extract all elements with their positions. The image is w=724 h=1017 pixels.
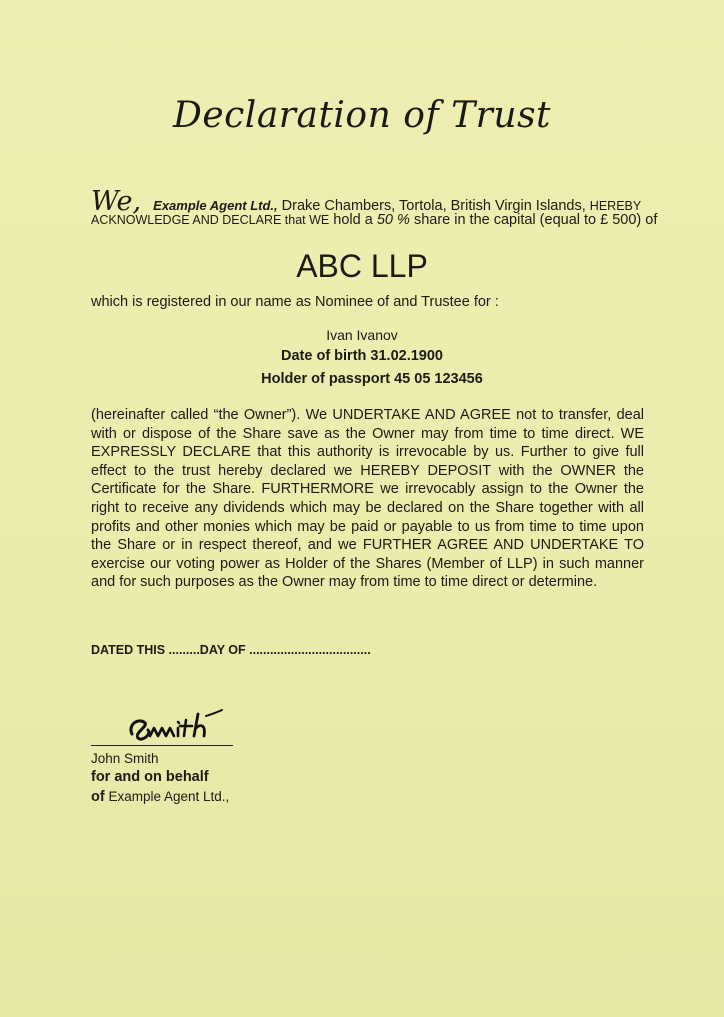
company-name: ABC LLP xyxy=(296,248,428,284)
agent-name: Example Agent Ltd., xyxy=(153,198,278,213)
we-word: We, xyxy=(91,186,142,217)
owner-passport: Holder of passport 45 05 123456 xyxy=(261,371,483,387)
owner-name: Ivan Ivanov xyxy=(326,327,398,343)
owner-dob: Date of birth 31.02.1900 xyxy=(281,348,443,364)
dated-line: DATED THIS .........DAY OF ................................... xyxy=(91,643,371,657)
of-company-line xyxy=(91,789,229,805)
of-word: of xyxy=(91,789,105,805)
signature-image xyxy=(126,708,226,744)
signer-name: John Smith xyxy=(91,751,159,766)
signature-line xyxy=(91,745,233,746)
behalf-text: for and on behalf xyxy=(91,769,209,785)
declaration-line-2 xyxy=(91,212,658,228)
document-title: Declaration of Trust xyxy=(172,95,552,136)
agent-address: Drake Chambers, Tortola, British Virgin Islands, xyxy=(281,198,586,214)
acknowledge-text: ACKNOWLEDGE AND DECLARE that WE xyxy=(91,213,330,227)
share-percent: 50 % xyxy=(376,212,410,228)
share-rest: share in the capital (equal to £ 500) of xyxy=(413,212,658,228)
hold-text: hold a xyxy=(333,212,373,228)
registered-text: which is registered in our name as Nominee of and Trustee for : xyxy=(91,294,499,310)
of-company: Example Agent Ltd., xyxy=(108,789,230,804)
hereby-word: HEREBY xyxy=(589,199,642,213)
trust-body-paragraph: (hereinafter called “the Owner”). We UNDERTAKE AND AGREE not to transfer, deal with or dispose of the Share save as the Owner may from time to time direct. WE EXPRESSLY DECLARE that this authority is irrevocable by us. Further to give full effect to the trust hereby declared we HEREBY DEPOSIT with the OWNER the Certificate for the Share. FURTHERMORE we irrevocably assign to the Owner the right to receive any dividends which may be declared on the Share together with all profits and other monies which may be paid or payable to us from time to time upon the Share or in respect thereof, and we FURTHER AGREE AND UNDERTAKE TO exercise our voting power as Holder of the Shares (Member of LLP) in such manner and for such purposes as the Owner may from time to time direct or determine. xyxy=(91,407,644,591)
